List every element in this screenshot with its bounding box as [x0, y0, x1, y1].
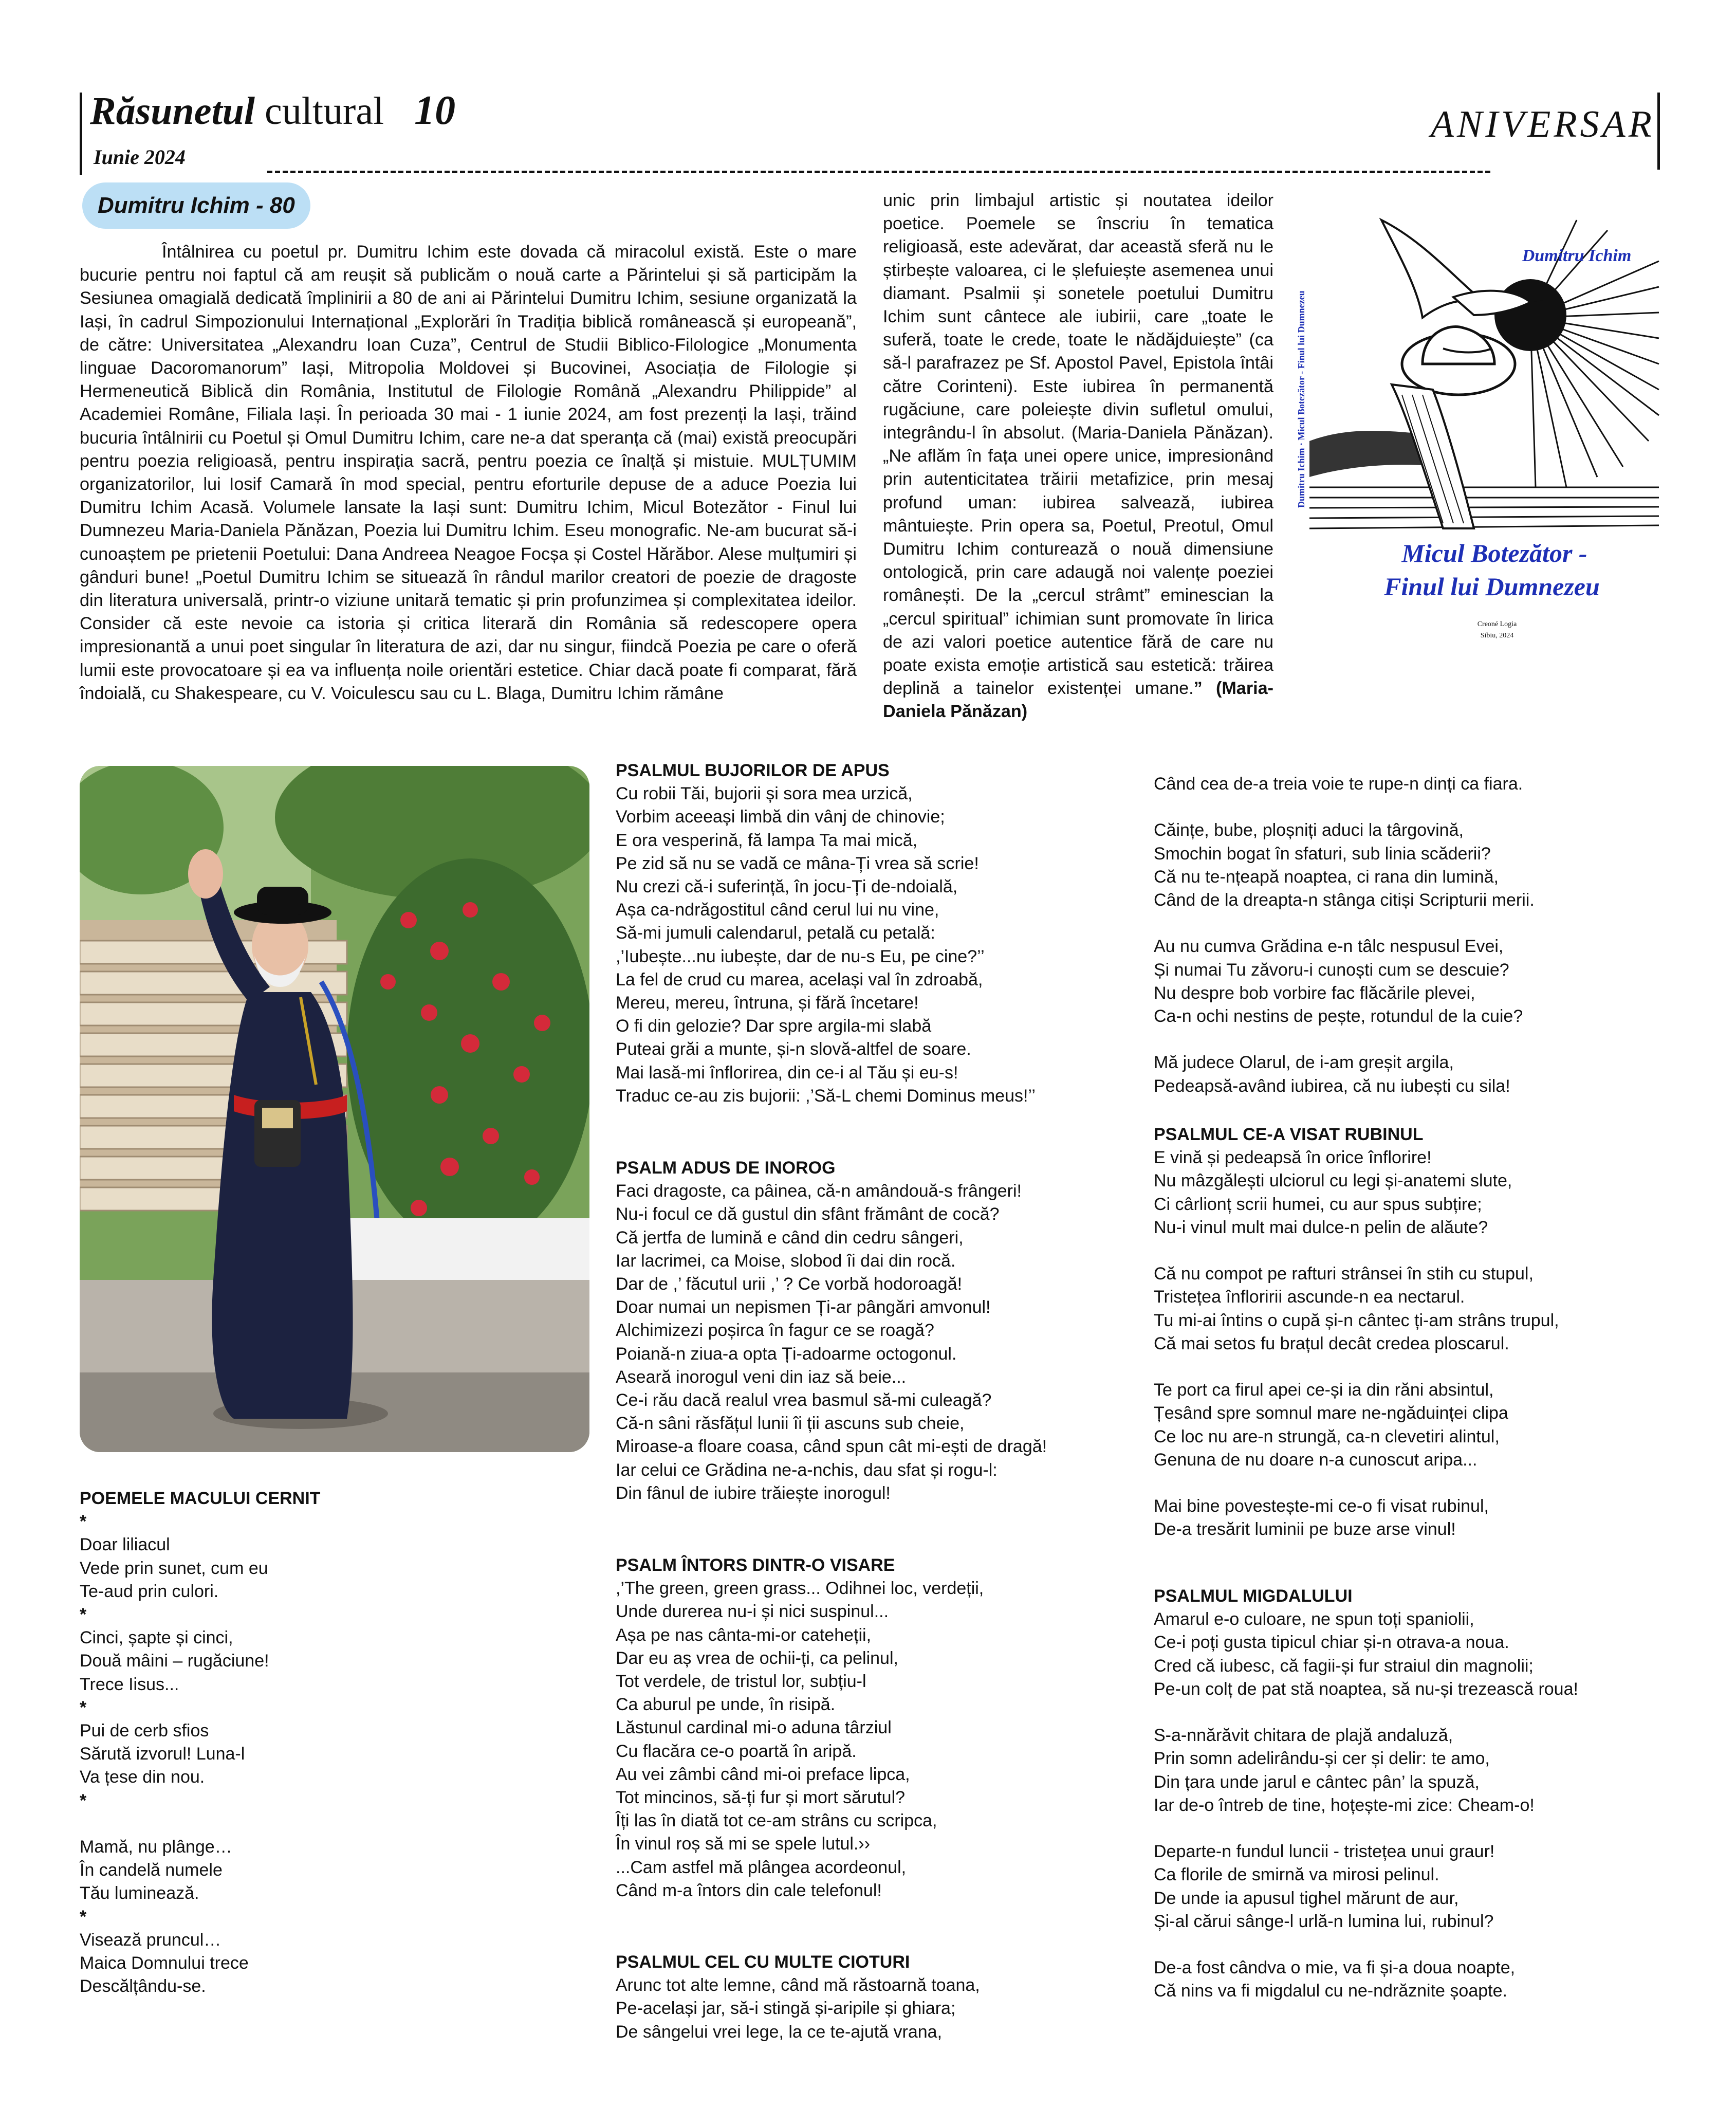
article-intro-column-2	[883, 189, 1273, 724]
poem-line: Ce loc nu are-n strungă, ca-n clevetiri alintul,	[1154, 1426, 1500, 1446]
poem-line: Mai lasă-mi înflorirea, din ce-i al Tău și eu-s!	[616, 1062, 958, 1083]
poem-line: Smochin bogat în sfaturi, sub linia scăderii?	[1154, 844, 1491, 864]
poem-line: Tot mincinos, să-ți fur și mort sărutul?	[616, 1788, 906, 1808]
poem-line: Din țara unde jarul e cântec pân’ la spuză,	[1154, 1772, 1480, 1792]
poem-line: Ca aburul pe unde, în risipă.	[616, 1695, 836, 1715]
cover-author: Dumitru Ichim	[1522, 246, 1632, 265]
poem-migdalului	[1154, 1585, 1673, 2003]
poem-line: Cred că iubesc, că fagii-și fur straiul din magnolii;	[1154, 1656, 1534, 1676]
poem-line: Ca florile de smirnă va mirosi pelinul.	[1154, 1865, 1439, 1885]
poem-line: La fel de crud cu marea, același val în zdroabă,	[616, 969, 983, 990]
poem-line: Cinci, șapte și cinci,	[80, 1628, 233, 1648]
page-number: 10	[414, 88, 456, 133]
poem-line: Unde durerea nu-i și nici suspinul...	[616, 1602, 889, 1622]
poem-line: Că jertfa de lumină e când din cedru sângeri,	[616, 1228, 964, 1248]
poem-line: Să-mi jumuli calendarul, petală cu petală:	[616, 923, 935, 943]
issue-date: Iunie 2024	[94, 145, 186, 169]
poem-line: Puteai grăi a munte, și-n slovă-altfel de soare.	[616, 1039, 971, 1059]
poem-line: De-a fost cândva o mie, va fi și-a doua noapte,	[1154, 1958, 1516, 1978]
poem-line: ,’Iubește...nu iubește, dar de nu-s Eu, pe cine?’’	[616, 946, 985, 966]
poem-line: Tu mi-ai întins o cupă și-n cântec ți-am strâns trupul,	[1154, 1310, 1559, 1330]
poem-title: PSALMUL CEL CU MULTE CIOTURI	[616, 1952, 910, 1972]
poem-line: Iar celui ce Grădina ne-a-nchis, dau sfat și rogu-l:	[616, 1460, 998, 1480]
poem-line	[1154, 1355, 1668, 1379]
poem-line: Mă judece Olarul, de i-am greșit argila,	[1154, 1053, 1454, 1073]
priest-photo	[80, 766, 589, 1452]
poem-line: Că mai setos fu brațul decât credea ploscarul.	[1154, 1333, 1509, 1353]
poem-line	[1154, 796, 1668, 819]
publication-name-rest: cultural	[265, 89, 384, 133]
poem-line: Ce-i poți gusta tipicul chiar și-n otrava-a noua.	[1154, 1633, 1509, 1653]
poem-bujorilor	[616, 759, 1130, 1108]
poem-line: De sângelui vrei lege, la ce te-ajută vrana,	[616, 2022, 943, 2042]
poem-line: ,’The green, green grass... Odihnei loc, verdeții,	[616, 1579, 984, 1599]
poem-title: PSALM ÎNTORS DINTR-O VISARE	[616, 1555, 895, 1575]
header-left-rule	[80, 93, 82, 175]
poem-line: Vede prin sunet, cum eu	[80, 1558, 268, 1578]
poem-line: Nu despre bob vorbire fac flăcările plevei,	[1154, 983, 1475, 1003]
section-label: ANIVERSAR	[1430, 103, 1655, 145]
poem-line: *	[80, 1907, 87, 1927]
poem-line: Și-al cărui sânge-l urlă-n lumina lui, rubinul?	[1154, 1911, 1494, 1931]
publication-name-italic: Răsunetul	[90, 89, 255, 133]
poem-title: PSALMUL CE-A VISAT RUBINUL	[1154, 1125, 1424, 1144]
poem-line: *	[80, 1512, 87, 1532]
poem-line: Sărută izvorul! Luna-l	[80, 1744, 245, 1764]
poem-line: Traduc ce-au zis bujorii: ,’Să-L chemi Dominus meus!’’	[616, 1086, 1036, 1106]
cover-publisher: Creoné Logia	[1477, 620, 1517, 628]
poem-line: Țesând spre somnul mare ne-ngăduinței clipa	[1154, 1403, 1508, 1423]
poem-line: Dar de ,’ făcutul urii ,’ ? Ce vorbă hodoroagă!	[616, 1274, 963, 1294]
poem-line: Când cea de-a treia voie te rupe-n dinți ca fiara.	[1154, 774, 1523, 794]
poem-line: De-a tresărit luminii pe buze arse vinul!	[1154, 1519, 1456, 1540]
poem-macul	[80, 1487, 439, 1998]
poem-line: Mai bine povestește-mi ce-o fi visat rubinul,	[1154, 1496, 1489, 1516]
poem-line: Te port ca firul apei ce-și ia din răni absintul,	[1154, 1380, 1494, 1400]
poem-line: Pe-același jar, să-i stingă și-aripile și ghiara;	[616, 1999, 956, 2019]
poem-line: Pedeapsă-având iubirea, că nu iubești cu sila!	[1154, 1076, 1510, 1096]
poem-cioturi	[616, 1951, 1130, 2044]
poem-line: O fi din gelozie? Dar spre argila-mi slabă	[616, 1016, 932, 1036]
poem-line: Tot verdele, de tristul lor, subțiu-l	[616, 1672, 866, 1692]
poem-title: PSALMUL BUJORILOR DE APUS	[616, 761, 890, 780]
poem-line: Au vei zâmbi când mi-oi preface lipca,	[616, 1764, 910, 1784]
poem-line: Prin somn adelirându-și cer și delir: te amo,	[1154, 1749, 1490, 1769]
poem-line	[1154, 1817, 1673, 1840]
poem-line: Nu mâzgălești ulciorul cu legi și-anatemi slute,	[1154, 1171, 1512, 1191]
poem-line: Departe-n fundul luncii - tristețea unui graur!	[1154, 1842, 1495, 1862]
poem-title: PSALM ADUS DE INOROG	[616, 1158, 836, 1178]
poem-line: Doar liliacul	[80, 1535, 170, 1555]
poem-line: În vinul roș să mi se spele lutul.››	[616, 1834, 871, 1854]
cover-place-year: Sibiu, 2024	[1480, 632, 1514, 639]
poem-line: Nu-i vinul mult mai dulce-n pelin de alăute?	[1154, 1217, 1488, 1237]
poem-line: Când m-a întors din cale telefonul!	[616, 1880, 882, 1900]
article-signature: (Maria-Daniela Pănăzan)	[883, 679, 1274, 722]
poem-line: Așa ca-ndrăgostitul când cerul lui nu vine,	[616, 900, 939, 920]
poem-line: Alchimizezi poșirca în fagur ce se roagă?	[616, 1321, 934, 1341]
poem-line: Cu flacăra ce-o poartă în aripă.	[616, 1741, 857, 1761]
poem-line: Căințe, bube, ploșniți aduci la târgovină,	[1154, 820, 1464, 840]
poem-title: PSALMUL MIGDALULUI	[1154, 1586, 1353, 1606]
poem-line	[1154, 912, 1668, 935]
poem-line: Vorbim aceeași limbă din vânj de chinovie;	[616, 807, 945, 827]
poem-line: ...Cam astfel mă plângea acordeonul,	[616, 1857, 907, 1877]
poem-line: Îți las în diată tot ce-am strâns cu scripca,	[616, 1811, 937, 1831]
poem-line: Maica Domnului trece	[80, 1953, 249, 1973]
poem-line: Poiană-n ziua-a opta Ți-adoarme octogonul.	[616, 1344, 957, 1364]
poem-line: Mereu, mereu, întruna, și fără încetare!	[616, 993, 919, 1013]
poem-title: POEMELE MACULUI CERNIT	[80, 1489, 321, 1508]
poem-line: Ce-i rău dacă realul vrea basmul să-mi culeagă?	[616, 1390, 992, 1410]
poem-line: S-a-nnărăvit chitara de plajă andaluză,	[1154, 1726, 1453, 1746]
poem-line	[1154, 1933, 1673, 1956]
poem-line: De unde ia apusul tighel mărunt de aur,	[1154, 1888, 1459, 1908]
poem-line: Că nu compot pe rafturi strânsei în stih cu stupul,	[1154, 1264, 1534, 1284]
poem-line: Visează pruncul…	[80, 1930, 221, 1950]
poem-line: Faci dragoste, ca pâinea, că-n amândouă-s frângeri!	[616, 1181, 1022, 1201]
poem-line: Amarul e-o culoare, ne spun toți spaniolii,	[1154, 1609, 1474, 1629]
poem-line	[80, 1812, 439, 1836]
poem-line: Miroase-a floare coasa, când spun cât mi-ești de dragă!	[616, 1437, 1047, 1457]
poem-line: *	[80, 1605, 87, 1625]
poem-cioturi-continued	[1154, 773, 1668, 1098]
publication-title	[90, 90, 455, 131]
poem-line: Va țese din nou.	[80, 1767, 205, 1787]
poem-line: Că nu te-nțeapă noaptea, ci rana din lumină,	[1154, 867, 1499, 887]
poem-rubinul	[1154, 1123, 1668, 1542]
poem-line: Pe zid să nu se vadă ce mâna-Ți vrea să scrie!	[616, 853, 979, 873]
poem-line: Nu-i focul ce dă gustul din sfânt frământ de cocă?	[616, 1204, 1000, 1224]
poem-inorog	[616, 1157, 1130, 1505]
poem-line: Așa pe nas cânta-mi-or cateheții,	[616, 1625, 872, 1645]
poem-visare	[616, 1554, 1130, 1902]
poem-line	[1154, 1472, 1668, 1495]
poem-line: Lăstunul cardinal mi-o aduna târziul	[616, 1718, 892, 1738]
poem-line: Că nins va fi migdalul cu ne-ndrăznite șoapte.	[1154, 1981, 1507, 2001]
poem-line: Din fânul de iubire trăiește inorogul!	[616, 1483, 891, 1503]
poem-line: Că-n sâni răsfățul lunii îi ții ascuns sub cheie,	[616, 1414, 965, 1434]
poem-line: Iar de-o întreb de tine, hoțește-mi zice: Cheam-o!	[1154, 1795, 1535, 1815]
poem-line: *	[80, 1697, 87, 1717]
cover-title-line1: Micul Botezător -	[1401, 539, 1587, 567]
poem-line	[1154, 1028, 1668, 1051]
poem-line: Tău luminează.	[80, 1883, 199, 1903]
poem-line: Aseară inorogul veni din iaz să beie...	[616, 1367, 907, 1387]
poem-line: Pui de cerb sfios	[80, 1721, 209, 1741]
poem-lines	[80, 1510, 439, 1998]
poem-line: Doar numai un nepismen Ți-ar pângări amvonul!	[616, 1297, 991, 1317]
poem-line: *	[80, 1790, 87, 1810]
poem-line: Dar eu aș vrea de ochii-ți, ca pelinul,	[616, 1648, 898, 1668]
quote-close: ”	[1193, 679, 1203, 699]
poem-line: Ca-n ochi nestins de pește, rotundul de la cuie?	[1154, 1006, 1523, 1026]
poem-line: Ci cârlionț scrii humei, cu aur spus subțire;	[1154, 1194, 1482, 1214]
poem-line: Când de la dreapta-n stânga citiși Scripturii merii.	[1154, 890, 1535, 910]
poem-line: Trece Iisus...	[80, 1674, 179, 1694]
poem-line	[1154, 1701, 1673, 1724]
header-right-rule	[1657, 93, 1660, 170]
poem-line: Mamă, nu plânge…	[80, 1837, 232, 1857]
poem-line: În candelă numele	[80, 1860, 223, 1880]
poem-line: Două mâini – rugăciune!	[80, 1651, 269, 1671]
poem-line: Cu robii Tăi, bujorii și sora mea urzică,	[616, 784, 913, 804]
article-tag: Dumitru Ichim - 80	[82, 182, 310, 229]
poem-line: Nu crezi că-i suferință, în jocu-Ți de-ndoială,	[616, 877, 958, 897]
poem-line: Genuna de nu doare n-a cunoscut aripa...	[1154, 1450, 1478, 1470]
poem-line: Pe-un colț de pat stă noaptea, să nu-și trezească roua!	[1154, 1679, 1578, 1699]
poem-line: Au nu cumva Grădina e-n tâlc nespusul Evei,	[1154, 937, 1504, 957]
header-dashed-divider	[267, 171, 1490, 173]
poem-line: Și numai Tu zăvoru-i cunoști cum se descuie?	[1154, 960, 1509, 980]
poem-line: Descălțându-se.	[80, 1976, 206, 1996]
poem-line: Tristețea înfloririi ascunde-n ea nectarul.	[1154, 1287, 1465, 1307]
poem-line	[1154, 1239, 1668, 1262]
poem-line: E ora vesperină, fă lampa Ta mai mică,	[616, 830, 918, 850]
poem-line: Te-aud prin culori.	[80, 1581, 219, 1601]
cover-title-line2: Finul lui Dumnezeu	[1384, 572, 1600, 601]
poem-line: E vină și pedeapsă în orice înflorire!	[1154, 1148, 1432, 1168]
book-cover	[1289, 199, 1661, 666]
poem-line: Arunc tot alte lemne, când mă răstoarnă toana,	[616, 1975, 980, 1995]
cover-spine-text: Dumitru Ichim · Micul Botezător - Finul lui Dumnezeu	[1296, 290, 1306, 508]
article-intro-text: unic prin limbajul artistic și noutatea ideilor poetice. Poemele se înscriu în tematica religioasă, este adevărat, dar această sferă nu le știrbește valoarea, ci le șlefuiește asemenea unui diamant. Psalmii și sonetele poetului Dumitru Ichim sunt cântece ale iubirii, care „toate le suferă, toate le crede, toate le nădăjduiește” (ca să-l parafrazez pe Sf. Apostol Pavel, Epistola întâi către Corinteni). Este iubirea în permanentă rugăciune, care poleiește divin sufletul omului, integrându-l în absolut. (Maria-Daniela Pănăzan). „Ne aflăm în fața unei opere unice, impresionând prin autenticitatea trăirii metafizice, prin mesaj profund uman: iubirea salvează, iubirea mântuiește. Prin opera sa, Poetul, Preotul, Omul Dumitru Ichim conturează o nouă dimensiune ontologică, prin care adaugă noi valențe poeziei românești. De la „cercul strâmt” eminescian la „cercul spiritual” ichimian sunt promovate în lirica de azi valori poetice autentice fără de care nu poate exista emoție artistică sau estetică: trăirea deplină a tainelor existenței umane.	[883, 191, 1273, 699]
poem-line: Iar lacrimei, ca Moise, slobod îi dai din rocă.	[616, 1251, 956, 1271]
article-intro-column-1: Întâlnirea cu poetul pr. Dumitru Ichim este dovada că miracolul există. Este o mare bucurie pentru noi faptul că am reușit să publicăm o nouă carte a Părintelui și să participăm la Sesiunea omagială dedicată împlinirii a 80 de ani ai Părintelui Dumitru Ichim, sesiune organizată la Iași, în cadrul Simpozionului Internațional „Explorări în Tradiția biblică românească și europeană”, de către: Universitatea „Alexandru Ioan Cuza”, Centrul de Studii Biblico-Filologice „Monumenta linguae Dacoromanorum” Iași, Mitropolia Moldovei și Bucovinei, Asociația de Filologie și Hermeneutică Biblică din România, Institutul de Filologie Română „Alexandru Philippide” al Academiei Române, Filiala Iași. În perioada 30 mai - 1 iunie 2024, am fost prezenți la Iași, trăind bucuria întâlnirii cu Poetul și Omul Dumitru Ichim, care ne-a dat speranța că (mai) există preocupări pentru poezia religioasă, pentru inspirația sacră, pentru poezia ce înalță și mistuie. MULȚUMIM organizatorilor, lui Iosif Camară în mod special, pentru eforturile depuse de a aduce Poezia lui Dumitru Ichim Acasă. Volumele lansate la Iași sunt: Dumitru Ichim, Micul Botezător - Finul lui Dumnezeu Maria-Daniela Pănăzan, Poezia lui Dumitru Ichim. Eseu monografic. Ne-am bucurat să-i cunoaștem pe prietenii Poetului: Dana Andreea Neagoe Focșa și Costel Hărăbor. Alese mulțumiri și gânduri bune! „Poetul Dumitru Ichim se situează în rândul marilor creatori de poezie de dragoste din literatura universală, printr-o viziune unitară tematic și prin profunzimea și complexitatea ideilor. Consider că este nevoie ca istoria și critica literară din România să redescopere opera impresionantă a unui poet singular în literatura de azi, dar nu singur, fiindcă Poezia pe care o oferă lumii este provocatoare și ea va influența noile orientări estetice. Chiar dacă poate fi comparat, fără îndoială, cu Shakespeare, cu V. Voiculescu sau cu L. Blaga, Dumitru Ichim rămâne	[80, 242, 857, 703]
